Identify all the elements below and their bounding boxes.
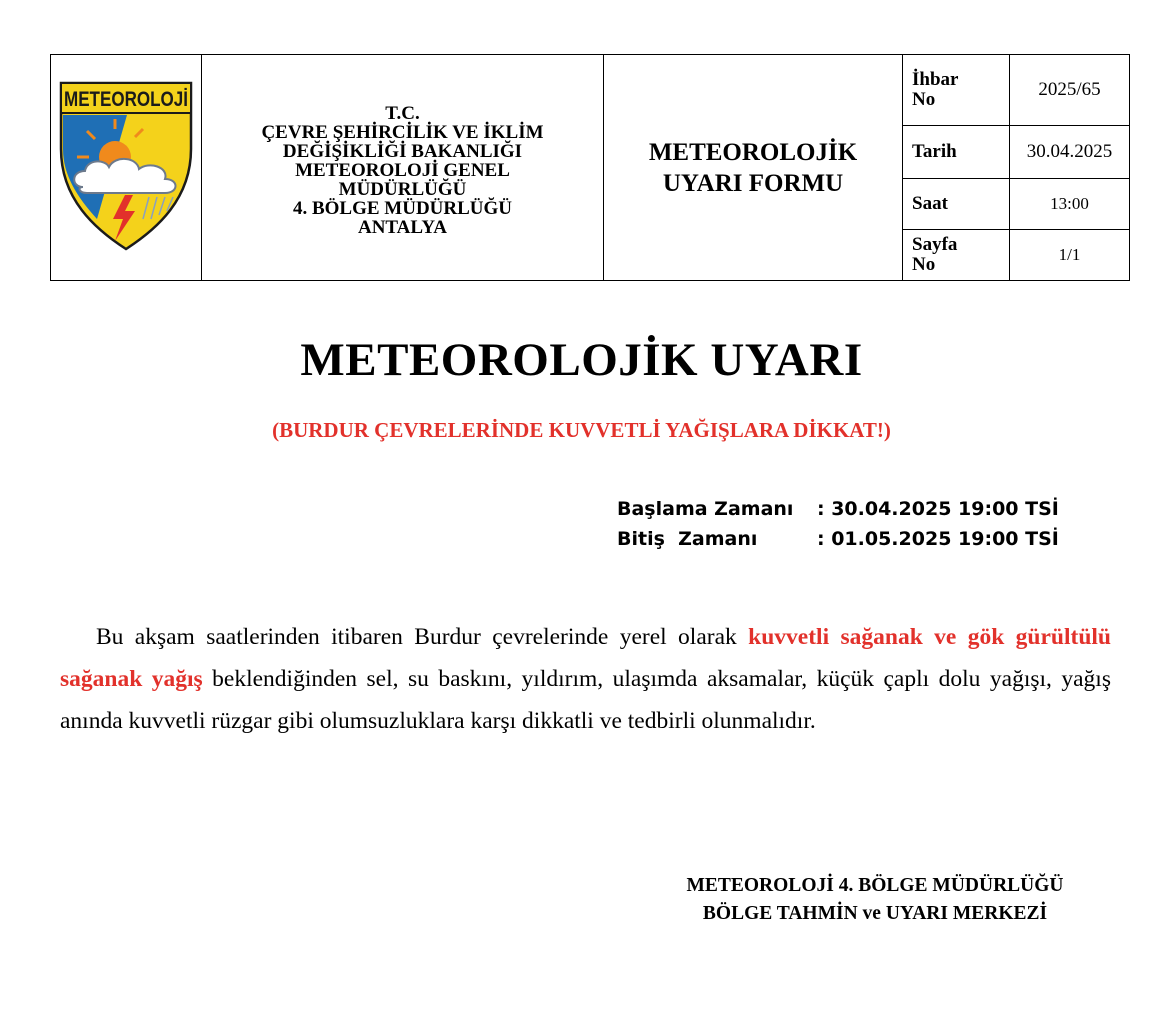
body-highlight: kuvvetli sağanak ve gök gürültülü sağanak yağış [60,624,1111,692]
field-value-saat: 13:00 [1010,178,1130,229]
field-value-sayfa-no: 1/1 [1010,229,1130,280]
logo-text: METEOROLOJİ [64,88,188,111]
field-key-saat [903,178,1010,229]
organization-cell [202,55,604,281]
field-key-sayfa-no [903,229,1010,280]
field-value-ihbar-no: 2025/65 [1010,55,1130,126]
org-line: 4. BÖLGE MÜDÜRLÜĞÜ [292,198,513,219]
field-key-line: Sayfa [912,233,958,255]
signature-line: BÖLGE TAHMİN ve UYARI MERKEZİ [702,903,1048,924]
signature-block [600,872,1150,928]
meteoroloji-logo [57,79,195,251]
field-value-tarih: 30.04.2025 [1010,126,1130,178]
field-key-line: Saat [912,192,948,214]
form-title-line: METEOROLOJİK [648,138,858,166]
org-line: METEOROLOJİ GENEL [295,160,510,181]
start-time-value: : 30.04.2025 19:00 TSİ [817,498,1059,520]
org-line: ANTALYA [357,217,448,238]
body-text-after: beklendiğinden sel, su baskını, yıldırım, ulaşımda aksamalar, küçük çaplı dolu yağışı, yağış anında kuvvetli rüzgar gibi olumsuzluklara karşı dikkatli ve tedbirli olunmalıdır. [60,666,1111,734]
form-title-cell [604,55,903,281]
warning-subtitle: (BURDUR ÇEVRELERİNDE KUVVETLİ YAĞIŞLARA DİKKAT!) [272,418,891,442]
start-time-label: Başlama Zamanı [617,498,794,520]
signature-line: METEOROLOJİ 4. BÖLGE MÜDÜRLÜĞÜ [686,875,1064,896]
form-title-line: UYARI FORMU [662,169,844,197]
header-table [50,54,1130,281]
field-key-tarih [903,126,1010,178]
document-title: METEOROLOJİK UYARI [300,334,863,386]
org-line: T.C. [385,103,420,124]
org-line: ÇEVRE ŞEHİRCİLİK VE İKLİM [261,122,544,143]
field-key-line: Tarih [912,140,957,162]
end-time-value: : 01.05.2025 19:00 TSİ [817,528,1059,550]
body-text-before: Bu akşam saatlerinden itibaren Burdur çevrelerinde yerel olarak [96,624,749,650]
field-key-line: No [912,89,936,111]
warning-body [60,616,1111,742]
logo-cell [51,55,202,281]
end-time-row [617,524,1059,554]
start-time-row [617,494,1059,524]
end-time-label: Bitiş Zamanı [617,528,758,550]
org-line: DEĞİŞİKLİĞİ BAKANLIĞI [282,141,523,162]
org-line: MÜDÜRLÜĞÜ [338,179,467,200]
field-key-line: İhbar [912,69,959,91]
field-key-ihbar-no [903,55,1010,126]
field-key-line: No [912,253,936,275]
time-block [617,494,1059,554]
